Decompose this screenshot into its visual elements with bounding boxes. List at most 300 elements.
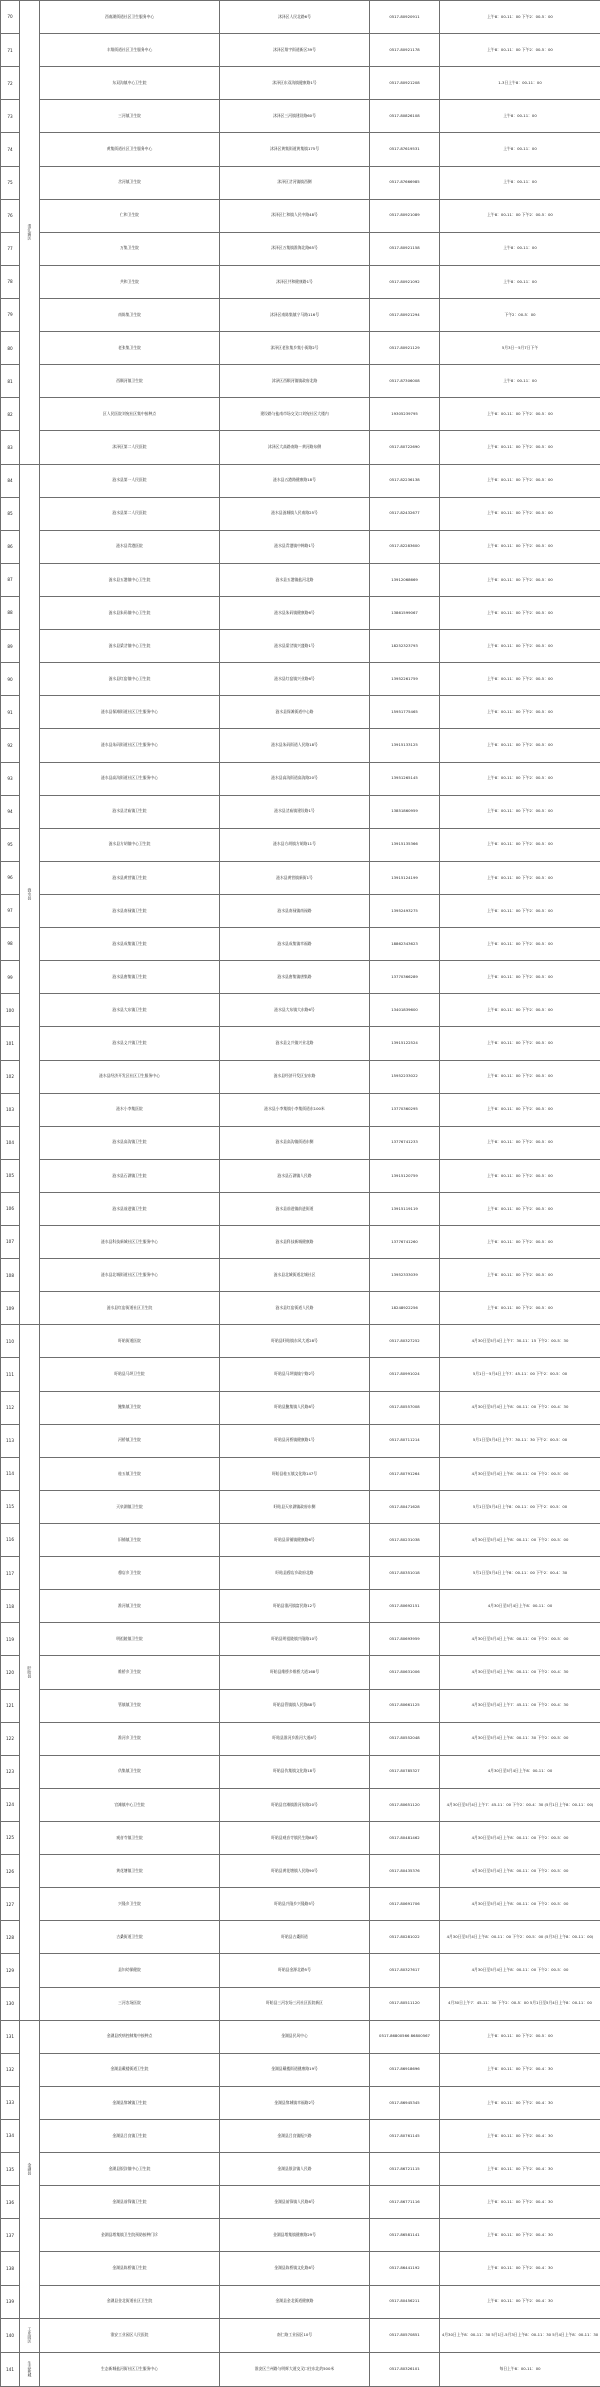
site-name: 涟水县经济开发区社区卫生服务中心 — [40, 1060, 220, 1093]
table-row — [1, 464, 600, 497]
table-row — [1, 2186, 600, 2219]
table-row — [1, 265, 600, 298]
site-name: 金湖县塔集镇卫生院预防接种门诊 — [40, 2219, 220, 2252]
row-number: 117 — [1, 1557, 20, 1590]
table-row — [1, 1192, 600, 1225]
row-number: 92 — [1, 729, 20, 762]
site-hours: 上午8：00-11：00 下午2：00-5：00 — [440, 696, 600, 729]
site-phone: 13952333039 — [370, 1259, 440, 1292]
site-address: 盱眙县明祖陵镇兴隆路10号 — [220, 1623, 370, 1656]
table-row — [1, 2086, 600, 2119]
site-address: 沭泽区南陈集镇宁马路116号 — [220, 298, 370, 331]
site-phone: 0517-80711214 — [370, 1424, 440, 1457]
site-name: 桂五镇卫生院 — [40, 1457, 220, 1490]
site-hours: 4月30日至5月4日上午8：00-11：00 下午2：00-5：00 — [440, 1822, 600, 1855]
site-hours: 4月30日至5月4日上午8：00-11：00 下午2：00-5：00 — [440, 1954, 600, 1987]
site-phone: 0517-87619531 — [370, 133, 440, 166]
site-phone: 0517-80920911 — [370, 1, 440, 34]
site-address: 沭泽区共和健康路1号 — [220, 265, 370, 298]
site-hours: 上午8：00-11：00 下午2：00-5：00 — [440, 431, 600, 464]
site-name: 万集卫生院 — [40, 232, 220, 265]
table-row — [1, 729, 600, 762]
site-phone: 0517-80921178 — [370, 34, 440, 67]
site-address: 涟水县经济开发区安东路 — [220, 1060, 370, 1093]
table-row — [1, 663, 600, 696]
site-phone: 13770366289 — [370, 961, 440, 994]
row-number: 107 — [1, 1226, 20, 1259]
site-hours: 上午8：00-11：00 下午2：00-5：00 — [440, 1093, 600, 1126]
site-address: 涟水县方胡镇方胡路11号 — [220, 828, 370, 861]
table-row — [1, 928, 600, 961]
site-hours: 4月30日至5月4日上午7：30-11：15 下午2：00-5：30 — [440, 1325, 600, 1358]
site-address: 沭泽区西顺河镇镇政府北路 — [220, 365, 370, 398]
table-row — [1, 1093, 600, 1126]
site-phone: 0517-87306008 — [370, 365, 440, 398]
table-row — [1, 1358, 600, 1391]
site-phone: 0517-86581141 — [370, 2219, 440, 2252]
site-name: 西顺河镇卫生院 — [40, 365, 220, 398]
site-hours: 上午8：00-11：00 下午2：00-5：00 — [440, 34, 600, 67]
site-phone: 0517-80921129 — [370, 332, 440, 365]
site-address: 南仁路工业园区10号 — [220, 2318, 370, 2352]
row-number: 102 — [1, 1060, 20, 1093]
site-address: 涟水县涟城镇人民南路25号 — [220, 497, 370, 530]
site-name: 金湖县银涂镇中心卫生院 — [40, 2153, 220, 2186]
table-row — [1, 67, 600, 100]
site-hours: 上午8：00-11：00 下午2：00-5：00 — [440, 199, 600, 232]
site-phone: 0517-80693959 — [370, 1623, 440, 1656]
site-phone: 0517-80231038 — [370, 1524, 440, 1557]
site-hours: 上午8：00-11：00 — [440, 265, 600, 298]
site-address: 沭泽区万集镇淮海北路65号 — [220, 232, 370, 265]
site-phone: 0517-82283600 — [370, 530, 440, 563]
site-address: 沭泽区仁和镇人民中路48号 — [220, 199, 370, 232]
site-phone: 13951265145 — [370, 762, 440, 795]
site-name: 涟水县梁岔镇中心卫生院 — [40, 630, 220, 663]
table-row — [1, 1788, 600, 1821]
site-hours: 4月30日至5月4日上午8：00-11：00 下午2：00-5：00 — [440, 1524, 600, 1557]
site-name: 金湖县黎城镇卫生院 — [40, 2086, 220, 2119]
site-hours: 上午8：00-11：00 下午2：00-5：00 — [440, 2020, 600, 2053]
site-hours: 4月30日至5月4日上午7：45-11：00 下午2：00-4：30 — [440, 1689, 600, 1722]
site-phone: 15952233022 — [370, 1060, 440, 1093]
site-hours: 上午8：00-11：00 下午2：00-5：00 — [440, 795, 600, 828]
table-row — [1, 1060, 600, 1093]
site-address: 金湖县银涂镇人民路 — [220, 2153, 370, 2186]
table-row — [1, 1457, 600, 1490]
site-phone: 0517-80826108 — [370, 100, 440, 133]
row-number: 77 — [1, 232, 20, 265]
site-hours: 4月30日至5月4日上午8：00-11：00 下午2：00-5：00 — [440, 1855, 600, 1888]
row-number: 129 — [1, 1954, 20, 1987]
site-phone: 0517-80327252 — [370, 1325, 440, 1358]
table-row — [1, 1027, 600, 1060]
site-hours: 上午8：00-11：00 下午2：00-4：30 — [440, 2252, 600, 2285]
site-phone: 13915124199 — [370, 861, 440, 894]
site-hours: 4月30日至5月4日上午8：00-11：00 — [440, 1590, 600, 1623]
row-number: 105 — [1, 1159, 20, 1192]
site-address: 沭泽区岔河镇镇西侧 — [220, 166, 370, 199]
site-hours: 4月30日至5月4日上午8：00-11：00 下午2：00-5：00 (5月3日上午8：00-11：00) — [440, 1921, 600, 1954]
site-hours: 上午8：00-11：00 下午2：00-4：30 — [440, 2086, 600, 2119]
site-phone: 0517-80921158 — [370, 232, 440, 265]
site-phone: 0517-80471628 — [370, 1490, 440, 1523]
site-name: 县妇幼保健院 — [40, 1954, 220, 1987]
site-address: 金湖县金北街道健康路 — [220, 2285, 370, 2318]
table-row — [1, 497, 600, 530]
table-row — [1, 530, 600, 563]
site-name: 维桥乡卫生院 — [40, 1656, 220, 1689]
site-phone: 0517-82236138 — [370, 464, 440, 497]
district-cell: 工业园区 — [20, 2318, 40, 2352]
table-row — [1, 398, 600, 431]
site-hours: 上午8：00-11：00 — [440, 166, 600, 199]
table-row — [1, 2053, 600, 2086]
site-phone: 13952493275 — [370, 894, 440, 927]
site-address: 金湖县吕良镇振兴路 — [220, 2120, 370, 2153]
site-address: 盱眙县马坝镇愉宁路2号 — [220, 1358, 370, 1391]
site-phone: 0517-80791264 — [370, 1457, 440, 1490]
site-address: 沭泽区翔宇街道新区39号 — [220, 34, 370, 67]
site-address: 盱眙县三河农场三河社区医院新区 — [220, 1987, 370, 2020]
site-address: 盱眙县管镇镇人民路88号 — [220, 1689, 370, 1722]
site-name: 明祖陵镇卫生院 — [40, 1623, 220, 1656]
site-name: 河桥镇卫生院 — [40, 1424, 220, 1457]
site-name: 涟水县红窑街道社区卫生院 — [40, 1292, 220, 1325]
row-number: 89 — [1, 630, 20, 663]
site-address: 盱眙县兴隆乡兴隆路5号 — [220, 1888, 370, 1921]
site-name: 观音寺镇卫生院 — [40, 1822, 220, 1855]
site-phone: 13952261759 — [370, 663, 440, 696]
site-phone: 13770360295 — [370, 1093, 440, 1126]
site-name: 鲍集镇卫生院 — [40, 1391, 220, 1424]
row-number: 114 — [1, 1457, 20, 1490]
site-hours: 上午8：00-11：00 下午2：00-5：00 — [440, 563, 600, 596]
site-phone: 0517-80692151 — [370, 1590, 440, 1623]
row-number: 112 — [1, 1391, 20, 1424]
row-number: 78 — [1, 265, 20, 298]
row-number: 76 — [1, 199, 20, 232]
table-row — [1, 100, 600, 133]
site-address: 涟水县梁岔镇兴盛路1号 — [220, 630, 370, 663]
site-address: 涟水县南禄镇南禄路 — [220, 894, 370, 927]
row-number: 71 — [1, 34, 20, 67]
row-number: 106 — [1, 1192, 20, 1225]
table-row — [1, 1490, 600, 1523]
site-name: 黄集街道社区卫生服务中心 — [40, 133, 220, 166]
site-phone: 13915133125 — [370, 729, 440, 762]
site-address: 沭泽区黄集街道黄集镇175号 — [220, 133, 370, 166]
site-phone: 18862343623 — [370, 928, 440, 961]
table-row — [1, 596, 600, 629]
site-phone: 0517-80552048 — [370, 1722, 440, 1755]
site-hours: 上午8：00-11：00 下午2：00-5：00 — [440, 894, 600, 927]
table-row — [1, 1126, 600, 1159]
row-number: 79 — [1, 298, 20, 331]
site-name: 涟水县高沟镇卫生院 — [40, 1126, 220, 1159]
site-address: 沭泽区人民北路6号 — [220, 1, 370, 34]
row-number: 135 — [1, 2153, 20, 2186]
row-number: 85 — [1, 497, 20, 530]
site-phone: 13851860959 — [370, 795, 440, 828]
row-number: 123 — [1, 1755, 20, 1788]
site-address: 金湖县塔集镇健康路29号 — [220, 2219, 370, 2252]
site-hours: 5月1日至5月4日上午8：00-11：00 下午2：00-5：00 — [440, 1490, 600, 1523]
site-name: 涟水县唐集镇卫生院 — [40, 961, 220, 994]
site-name: 官滩镇中心卫生院 — [40, 1788, 220, 1821]
site-address: 涟水县五港路健康路18号 — [220, 464, 370, 497]
row-number: 88 — [1, 596, 20, 629]
site-phone: 0517-80557008 — [370, 1391, 440, 1424]
table-row — [1, 1424, 600, 1457]
table-row — [1, 1159, 600, 1192]
site-hours: 上午8：00-11：00 下午2：00-5：00 — [440, 861, 600, 894]
site-phone: 0517-80456211 — [370, 2285, 440, 2318]
table-row — [1, 133, 600, 166]
row-number: 130 — [1, 1987, 20, 2020]
site-hours: 上午8：00-11：00 下午2：00-5：00 — [440, 1126, 600, 1159]
table-row — [1, 1623, 600, 1656]
row-number: 111 — [1, 1358, 20, 1391]
site-hours: 上午8：00-11：00 下午2：00-5：00 — [440, 961, 600, 994]
table-row — [1, 2120, 600, 2153]
site-name: 涟水县北城街道社区卫生服务中心 — [40, 1259, 220, 1292]
site-address: 盱眙县仇集镇文化路18号 — [220, 1755, 370, 1788]
row-number: 93 — [1, 762, 20, 795]
district-cell: 生态新城 — [20, 2352, 40, 2386]
row-number: 125 — [1, 1822, 20, 1855]
site-hours: 上午8：00-11：00 下午2：00-4：30 — [440, 2053, 600, 2086]
site-name: 三河农场医院 — [40, 1987, 220, 2020]
site-phone: 13912068669 — [370, 563, 440, 596]
site-hours: 下午2：00-5：00 — [440, 298, 600, 331]
site-hours: 上午8：00-11：00 — [440, 365, 600, 398]
table-row — [1, 994, 600, 1027]
site-name: 涟水县五港镇中心卫生院 — [40, 563, 220, 596]
row-number: 101 — [1, 1027, 20, 1060]
site-address: 金湖县戴楼街道健康路19号 — [220, 2053, 370, 2086]
site-address: 涟水县石湖镇人民路 — [220, 1159, 370, 1192]
site-name: 兴隆乡卫生院 — [40, 1888, 220, 1921]
row-number: 80 — [1, 332, 20, 365]
site-address: 盱眙县淮河镇富民路12号 — [220, 1590, 370, 1623]
site-phone: 13915119119 — [370, 1192, 440, 1225]
site-hours: 5月3日－5月7日下午 — [440, 332, 600, 365]
site-hours: 上午8：00-11：00 下午2：00-5：00 — [440, 1027, 600, 1060]
site-address: 涟水县大东镇大东路6号 — [220, 994, 370, 1027]
row-number: 104 — [1, 1126, 20, 1159]
row-number: 103 — [1, 1093, 20, 1126]
site-phone: 0517-80921208 — [370, 67, 440, 100]
site-phone: 0517-80435376 — [370, 1855, 440, 1888]
site-name: 涟水县前进镇卫生院 — [40, 1192, 220, 1225]
site-address: 金湖县黎城镇幸福路2号 — [220, 2086, 370, 2119]
site-name: 西南湖街道社区卫生服务中心 — [40, 1, 220, 34]
site-name: 淮安工业园区人民医院 — [40, 2318, 220, 2352]
site-address: 涟水县高沟镇街道东侧 — [220, 1126, 370, 1159]
site-address: 金湖县前锋镇人民路8号 — [220, 2186, 370, 2219]
site-name: 涟水县朱码镇中心卫生院 — [40, 596, 220, 629]
site-hours: 上午8：00-11：00 下午2：00-5：00 — [440, 1, 600, 34]
site-phone: 13861599067 — [370, 596, 440, 629]
row-number: 115 — [1, 1490, 20, 1523]
table-row — [1, 1689, 600, 1722]
row-number: 99 — [1, 961, 20, 994]
table-row — [1, 696, 600, 729]
table-row — [1, 563, 600, 596]
row-number: 137 — [1, 2219, 20, 2252]
site-hours: 上午8：00-11：00 — [440, 100, 600, 133]
site-phone: 18248922256 — [370, 1292, 440, 1325]
site-name: 天泉湖镇卫生院 — [40, 1490, 220, 1523]
row-number: 86 — [1, 530, 20, 563]
site-address: 盱眙县河桥镇健康路1号 — [220, 1424, 370, 1457]
site-address: 涟水县北城街道北城社区 — [220, 1259, 370, 1292]
site-address: 沭泽区老张集乡集小街路2号 — [220, 332, 370, 365]
table-row — [1, 894, 600, 927]
site-hours: 4月30日至5月4日上午8：00-11：00 下午2：00-5：00 — [440, 1623, 600, 1656]
site-hours: 4月30日至5月4日上午8：00-11：00 下午2：00-4：30 — [440, 1656, 600, 1689]
site-hours: 上午8：00-11：00 下午2：00-5：00 — [440, 1060, 600, 1093]
site-address: 沭泽区大高路南路－黄河路东侧 — [220, 431, 370, 464]
row-number: 87 — [1, 563, 20, 596]
site-address: 金湖县民风中心 — [220, 2020, 370, 2053]
site-name: 涟水县岔庙镇卫生院 — [40, 795, 220, 828]
row-number: 118 — [1, 1590, 20, 1623]
site-name: 老张集卫生院 — [40, 332, 220, 365]
table-row — [1, 2020, 600, 2053]
site-name: 金湖县吕良镇卫生院 — [40, 2120, 220, 2153]
table-row — [1, 332, 600, 365]
site-address: 盱眙县古桑街道 — [220, 1921, 370, 1954]
site-name: 三河镇卫生院 — [40, 100, 220, 133]
table-row — [1, 1855, 600, 1888]
site-hours: 上午8：00-11：00 下午2：00-5：00 — [440, 762, 600, 795]
table-row — [1, 828, 600, 861]
table-row — [1, 1259, 600, 1292]
table-row — [1, 1987, 600, 2020]
row-number: 133 — [1, 2086, 20, 2119]
site-hours: 4月30日至5月4日上午8：00-11：00 下午2：00-4：30 — [440, 1391, 600, 1424]
table-row — [1, 365, 600, 398]
site-address: 建设路与盐南市场交叉口刘宛社区大楼内 — [220, 398, 370, 431]
row-number: 95 — [1, 828, 20, 861]
table-row — [1, 2318, 600, 2352]
site-name: 涟水县石湖镇卫生院 — [40, 1159, 220, 1192]
district-cell: 金湖县 — [20, 2020, 40, 2318]
row-number: 97 — [1, 894, 20, 927]
site-phone: 0517-80481462 — [370, 1822, 440, 1855]
site-address: 沭泽区东双沟镇健康路1号 — [220, 67, 370, 100]
row-number: 90 — [1, 663, 20, 696]
table-row — [1, 1921, 600, 1954]
table-row — [1, 1, 600, 34]
site-name: 涟水小李集医院 — [40, 1093, 220, 1126]
site-name: 生态新城盐河街社区卫生服务中心 — [40, 2352, 220, 2386]
site-name: 涟水县黄营镇卫生院 — [40, 861, 220, 894]
site-hours: 上午8：00-11：00 下午2：00-5：00 — [440, 497, 600, 530]
site-phone: 13776741260 — [370, 1226, 440, 1259]
site-hours: 上午8：00-11：00 下午2：00-5：00 — [440, 928, 600, 961]
site-phone: 0517-86721115 — [370, 2153, 440, 2186]
row-number: 134 — [1, 2120, 20, 2153]
site-name: 共和卫生院 — [40, 265, 220, 298]
table-row — [1, 166, 600, 199]
row-number: 84 — [1, 464, 20, 497]
site-phone: 13915135366 — [370, 828, 440, 861]
site-address: 涟水县义兴镇兴业北路 — [220, 1027, 370, 1060]
site-address: 盱眙县观音寺镇民生路88号 — [220, 1822, 370, 1855]
site-address: 涟水县朱码街道人民路18号 — [220, 729, 370, 762]
site-address: 盱眙县穆店乡政府北路 — [220, 1557, 370, 1590]
site-hours: 4月30日上午7：45-11：30 下午2：00-5：00 5月1日至5月4日上午8：00-11：00 — [440, 1987, 600, 2020]
site-address: 涟水县五港镇盐河北路 — [220, 563, 370, 596]
site-name: 金湖县金北街道社区卫生院 — [40, 2285, 220, 2318]
table-row — [1, 431, 600, 464]
site-phone: 0517-82432677 — [370, 497, 440, 530]
table-row — [1, 861, 600, 894]
row-number: 109 — [1, 1292, 20, 1325]
row-number: 119 — [1, 1623, 20, 1656]
site-hours: 上午8：00-11：00 下午2：00-5：00 — [440, 994, 600, 1027]
site-name: 区人民医院刘宛社区集中接种点 — [40, 398, 220, 431]
site-phone: 0517-80570851 — [370, 2318, 440, 2352]
site-address: 涟水县成集镇幸福路 — [220, 928, 370, 961]
site-name: 盱眙街道医院 — [40, 1325, 220, 1358]
row-number: 127 — [1, 1888, 20, 1921]
site-name: 古桑街道卫生院 — [40, 1921, 220, 1954]
site-name: 金湖县疾病控制集中接种点 — [40, 2020, 220, 2053]
row-number: 73 — [1, 100, 20, 133]
site-hours: 5月1日－5月4日上午7：45-11：00 下午2：00-5：00 — [440, 1358, 600, 1391]
site-hours: 上午8：00-11：00 下午2：00-5：00 — [440, 1159, 600, 1192]
table-row — [1, 961, 600, 994]
site-phone: 13776741233 — [370, 1126, 440, 1159]
site-phone: 0517-86800566 86800567 — [370, 2020, 440, 2053]
district-cell: 涟水县 — [20, 464, 40, 1325]
row-number: 110 — [1, 1325, 20, 1358]
row-number: 74 — [1, 133, 20, 166]
site-name: 涟水县南禄镇卫生院 — [40, 894, 220, 927]
site-phone: 0517-86918696 — [370, 2053, 440, 2086]
table-row — [1, 1954, 600, 1987]
site-name: 仇集镇卫生院 — [40, 1755, 220, 1788]
site-phone: 0517-80785327 — [370, 1755, 440, 1788]
site-hours: 上午8：00-11：00 下午2：00-4：30 — [440, 2120, 600, 2153]
site-address: 涟水县黄营镇新街1号 — [220, 861, 370, 894]
site-phone: 19305239795 — [370, 398, 440, 431]
site-phone: 0517-80991024 — [370, 1358, 440, 1391]
site-address: 涟水县保滩街道中心路 — [220, 696, 370, 729]
site-address: 盱眙县盱眙镇东风大道28号 — [220, 1325, 370, 1358]
table-row — [1, 298, 600, 331]
row-number: 116 — [1, 1524, 20, 1557]
row-number: 82 — [1, 398, 20, 431]
row-number: 94 — [1, 795, 20, 828]
table-row — [1, 1557, 600, 1590]
site-address: 涟水县朱码镇健康路6号 — [220, 596, 370, 629]
row-number: 140 — [1, 2318, 20, 2352]
table-row — [1, 2352, 600, 2386]
site-address: 盱眙县黄花塘镇人民路90号 — [220, 1855, 370, 1888]
table-row — [1, 1524, 600, 1557]
row-number: 75 — [1, 166, 20, 199]
site-address: 淮安区兰州路与明辉大道交叉口往东北约500米 — [220, 2352, 370, 2386]
site-address: 涟水县青港镇中韩路1号 — [220, 530, 370, 563]
row-number: 132 — [1, 2053, 20, 2086]
row-number: 141 — [1, 2352, 20, 2386]
site-hours: 4月30日上午8：00-11：30 5月1日-5月3日上午8：00-11：30 5月4日上午8：00-11：30 — [440, 2318, 600, 2352]
